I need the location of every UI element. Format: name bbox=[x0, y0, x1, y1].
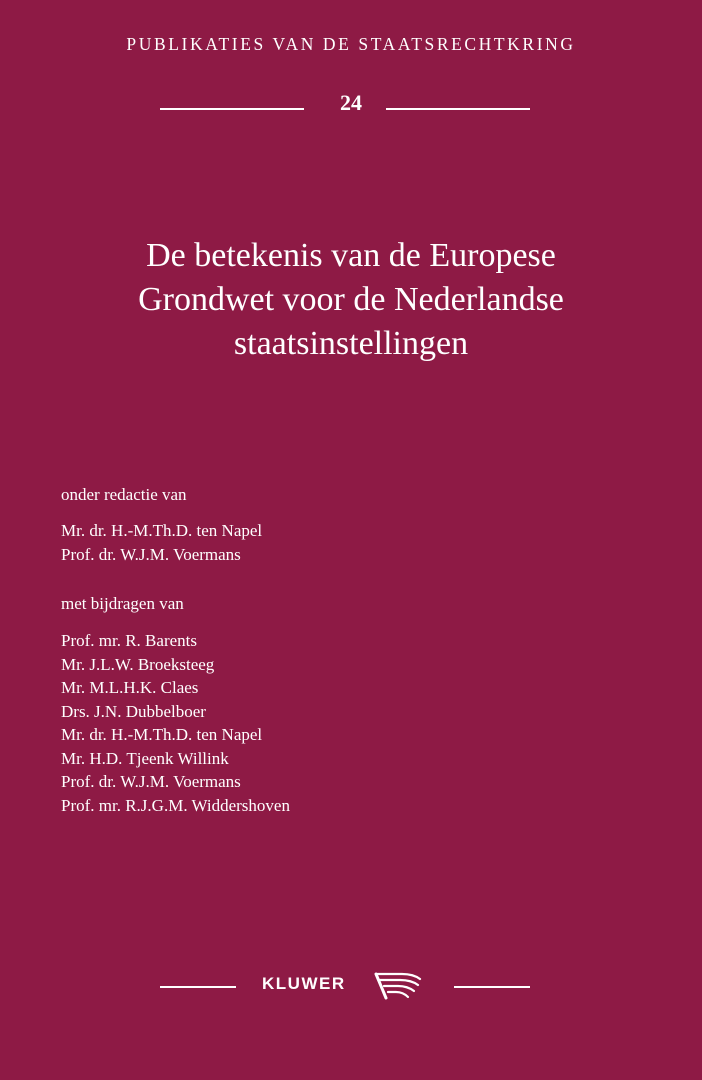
contributor-name: Drs. J.N. Dubbelboer bbox=[61, 701, 206, 721]
contributor-name: Mr. M.L.H.K. Claes bbox=[61, 678, 199, 697]
book-title bbox=[0, 234, 702, 366]
kluwer-logo-icon bbox=[372, 970, 424, 1002]
divider-line bbox=[160, 986, 236, 988]
contributor-name: Prof. mr. R.J.G.M. Widdershoven bbox=[61, 795, 290, 815]
contributors-list bbox=[61, 629, 290, 817]
editor-name: Mr. dr. H.-M.Th.D. ten Napel bbox=[61, 521, 263, 540]
book-title-line: De betekenis van de Europese bbox=[146, 237, 556, 274]
editor-name: Prof. dr. W.J.M. Voermans bbox=[61, 544, 241, 564]
series-number-row bbox=[0, 90, 702, 120]
divider-line bbox=[386, 108, 530, 110]
book-title-line: staatsinstellingen bbox=[233, 325, 469, 362]
contributor-name: Prof. dr. W.J.M. Voermans bbox=[61, 772, 241, 791]
contributor-name: Mr. dr. H.-M.Th.D. ten Napel bbox=[61, 725, 263, 744]
divider-line bbox=[454, 986, 530, 988]
editors-list bbox=[61, 519, 262, 566]
contributor-name: Mr. J.L.W. Broeksteeg bbox=[61, 654, 215, 674]
series-number: 24 bbox=[340, 90, 362, 115]
contributors-label: met bijdragen van bbox=[61, 594, 184, 613]
series-title: PUBLIKATIES VAN DE STAATSRECHTKRING bbox=[126, 34, 576, 54]
editors-label: onder redactie van bbox=[61, 485, 187, 504]
publisher-row bbox=[0, 968, 702, 1004]
contributor-name: Mr. H.D. Tjeenk Willink bbox=[61, 748, 229, 768]
book-title-line: Grondwet voor de Nederlandse bbox=[138, 281, 564, 318]
contributor-name: Prof. mr. R. Barents bbox=[61, 631, 197, 650]
publisher-name: KLUWER bbox=[262, 974, 346, 993]
